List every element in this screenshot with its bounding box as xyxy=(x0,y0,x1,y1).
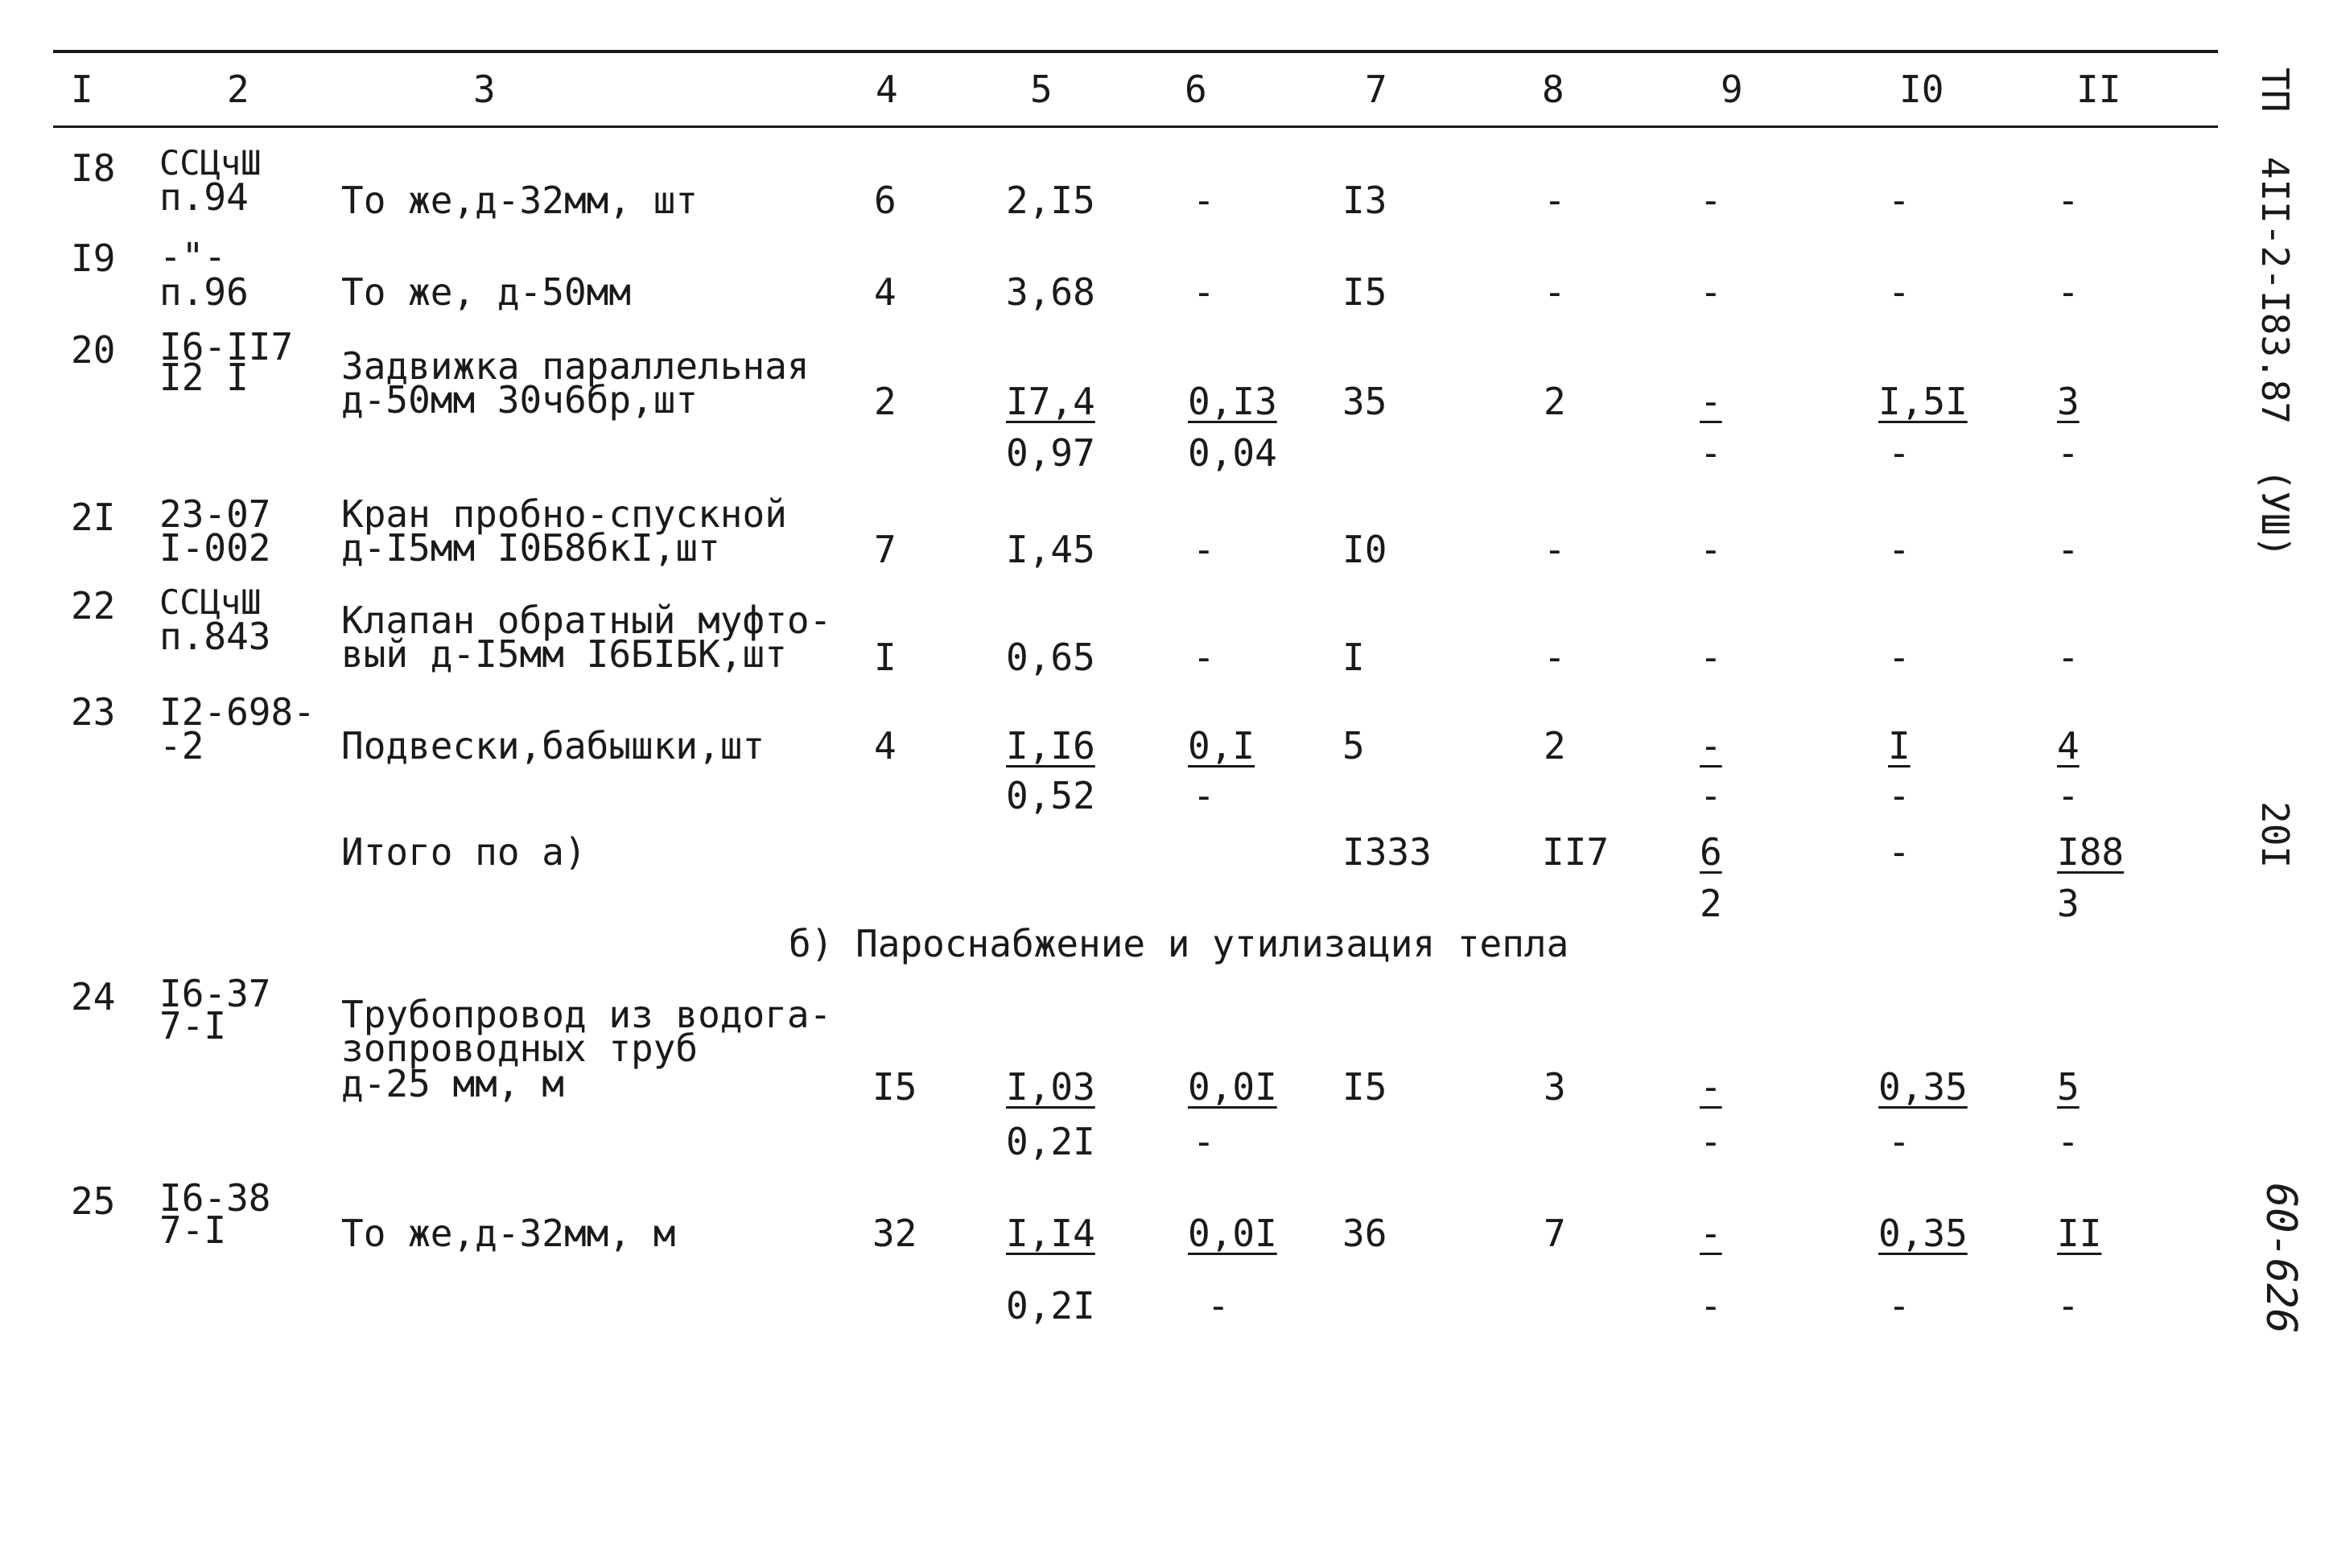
col9-value: - xyxy=(1700,1212,1722,1255)
rate-code-item: -2 xyxy=(159,724,204,768)
col9-value: - xyxy=(1700,270,1722,314)
item-name-line3: д-25 мм, м xyxy=(341,1062,564,1105)
col8-value: 2 xyxy=(1544,724,1566,768)
col5-value: 3,68 xyxy=(1006,270,1095,314)
quantity: I xyxy=(874,636,897,679)
col-header-2: 2 xyxy=(227,68,249,111)
col5-value: 2,I5 xyxy=(1006,179,1095,222)
total-col7: I333 xyxy=(1342,830,1432,874)
col9-sub-value: - xyxy=(1700,431,1722,475)
col7-value: I xyxy=(1342,636,1365,679)
col7-value: 35 xyxy=(1342,380,1387,423)
col10-value: - xyxy=(1888,270,1911,314)
rate-code: ССЦчШ xyxy=(159,143,262,183)
col8-value: - xyxy=(1544,528,1566,571)
col6-value: - xyxy=(1193,270,1215,314)
rate-code: I6-37 xyxy=(159,972,271,1015)
stamp-number: 60-626 xyxy=(2257,1183,2305,1334)
col11-value: - xyxy=(2057,270,2080,314)
col-header-8: 8 xyxy=(1542,68,1564,111)
col7-value: I5 xyxy=(1342,270,1387,314)
col11-value: 5 xyxy=(2057,1065,2080,1109)
item-name: Клапан обратный муфто- xyxy=(341,599,832,642)
col10-value: - xyxy=(1888,179,1911,222)
col9-value: - xyxy=(1700,724,1722,768)
document-code: ТП 4II-2-I83.87 (УШ) xyxy=(2253,68,2297,558)
col11-sub-value: - xyxy=(2057,1120,2080,1163)
col8-value: - xyxy=(1544,179,1566,222)
col9-sub-value: - xyxy=(1700,774,1722,817)
rate-code-item: 7-I xyxy=(159,1208,227,1252)
rate-code: ССЦчШ xyxy=(159,582,262,622)
col7-value: I0 xyxy=(1342,528,1387,571)
col-header-5: 5 xyxy=(1030,68,1053,111)
item-name: Задвижка параллельная xyxy=(341,344,810,388)
total-col8: II7 xyxy=(1542,830,1610,874)
col10-value: I xyxy=(1888,724,1911,768)
col5-sub-value: 0,2I xyxy=(1006,1284,1095,1327)
col5-sub-value: 0,52 xyxy=(1006,774,1095,817)
col10-value: - xyxy=(1888,528,1911,571)
col9-sub-value: - xyxy=(1700,1284,1722,1327)
item-name: Кран пробно-спускной xyxy=(341,492,787,536)
rate-code: I6-38 xyxy=(159,1176,271,1220)
item-name: Подвески,бабышки,шт xyxy=(341,724,765,768)
rate-code: I6-II7 xyxy=(159,325,294,368)
rate-code: I2-698- xyxy=(159,690,315,734)
col11-sub-value: - xyxy=(2057,1284,2080,1327)
col11-value: II xyxy=(2057,1212,2102,1255)
rate-code: 23-07 xyxy=(159,492,271,536)
row-number: 23 xyxy=(71,690,116,734)
col10-sub-value: - xyxy=(1888,431,1911,475)
row-number: I9 xyxy=(71,237,116,280)
col6-value: 0,I xyxy=(1188,724,1255,768)
col11-sub-value: - xyxy=(2057,431,2080,475)
col5-sub-value: 0,2I xyxy=(1006,1120,1095,1163)
col11-value: - xyxy=(2057,528,2080,571)
col-header-9: 9 xyxy=(1721,68,1743,111)
item-name: То же,д-32мм, шт xyxy=(341,179,699,222)
quantity: I5 xyxy=(872,1065,917,1109)
col6-sub-value: 0,04 xyxy=(1188,431,1277,475)
item-name: То же,д-32мм, м xyxy=(341,1212,676,1255)
rate-code-item: I-002 xyxy=(159,526,271,570)
col11-sub-value: - xyxy=(2057,774,2080,817)
col10-value: - xyxy=(1888,636,1911,679)
quantity: 32 xyxy=(872,1212,917,1255)
col9-value: - xyxy=(1700,528,1722,571)
col5-value: I,I6 xyxy=(1006,724,1095,768)
col10-sub-value: - xyxy=(1888,1284,1911,1327)
rate-code-item: п.96 xyxy=(159,270,249,314)
rate-code-item: I2 I xyxy=(159,356,249,399)
col10-value: 0,35 xyxy=(1878,1212,1968,1255)
total-col11: I88 xyxy=(2057,830,2125,874)
total-label: Итого по а) xyxy=(341,830,587,874)
total-col9: 6 xyxy=(1700,830,1722,874)
item-name-line2: зопроводных труб xyxy=(341,1027,699,1070)
col5-value: I,45 xyxy=(1006,528,1095,571)
col6-value: - xyxy=(1193,636,1215,679)
col-header-1: I xyxy=(71,68,93,111)
col6-value: 0,I3 xyxy=(1188,380,1277,423)
quantity: 4 xyxy=(874,270,897,314)
quantity: 7 xyxy=(874,528,897,571)
item-name: Трубопровод из водога- xyxy=(341,993,832,1036)
col6-sub-value: - xyxy=(1207,1284,1230,1327)
item-name-line2: д-I5мм I0Б8бкI,шт xyxy=(341,526,720,570)
item-name-line2: вый д-I5мм I6БIБК,шт xyxy=(341,632,787,676)
col7-value: I3 xyxy=(1342,179,1387,222)
item-name-line2: д-50мм 30ч6бр,шт xyxy=(341,378,699,422)
quantity: 2 xyxy=(874,380,897,423)
col6-value: - xyxy=(1193,179,1215,222)
quantity: 6 xyxy=(874,179,897,222)
col5-value: 0,65 xyxy=(1006,636,1095,679)
col6-value: 0,0I xyxy=(1188,1065,1277,1109)
col-header-11: II xyxy=(2076,68,2121,111)
col-header-3: 3 xyxy=(473,68,496,111)
col7-value: 36 xyxy=(1342,1212,1387,1255)
col5-value: I7,4 xyxy=(1006,380,1095,423)
col5-value: I,03 xyxy=(1006,1065,1095,1109)
table-top-rule xyxy=(53,50,2218,53)
rate-code-item: п.843 xyxy=(159,615,271,658)
col8-value: - xyxy=(1544,636,1566,679)
rate-code-item: 7-I xyxy=(159,1004,227,1047)
col8-value: 7 xyxy=(1544,1212,1566,1255)
col10-sub-value: - xyxy=(1888,774,1911,817)
col9-value: - xyxy=(1700,179,1722,222)
col11-value: 4 xyxy=(2057,724,2080,768)
col11-value: - xyxy=(2057,179,2080,222)
col11-value: - xyxy=(2057,636,2080,679)
col-header-6: 6 xyxy=(1185,68,1207,111)
col-header-7: 7 xyxy=(1365,68,1387,111)
row-number: 20 xyxy=(71,328,116,372)
col8-value: 2 xyxy=(1544,380,1566,423)
col6-value: - xyxy=(1193,528,1215,571)
col9-sub-value: - xyxy=(1700,1120,1722,1163)
col5-sub-value: 0,97 xyxy=(1006,431,1095,475)
col6-value: 0,0I xyxy=(1188,1212,1277,1255)
total-col11-sub: 3 xyxy=(2057,882,2080,925)
col7-value: I5 xyxy=(1342,1065,1387,1109)
col-header-10: I0 xyxy=(1899,68,1944,111)
col9-value: - xyxy=(1700,1065,1722,1109)
col7-value: 5 xyxy=(1342,724,1365,768)
row-number: 25 xyxy=(71,1179,116,1223)
page-number: 20I xyxy=(2253,801,2297,869)
header-bottom-rule xyxy=(53,126,2218,128)
section-heading: б) Пароснабжение и утилизация тепла xyxy=(789,922,1569,965)
col5-value: I,I4 xyxy=(1006,1212,1095,1255)
col-header-4: 4 xyxy=(876,68,898,111)
col6-sub-value: - xyxy=(1193,774,1215,817)
total-col9-sub: 2 xyxy=(1700,882,1722,925)
col9-value: - xyxy=(1700,380,1722,423)
rate-code-item: п.94 xyxy=(159,175,249,219)
col11-value: 3 xyxy=(2057,380,2080,423)
col8-value: 3 xyxy=(1544,1065,1566,1109)
row-number: 22 xyxy=(71,584,116,628)
quantity: 4 xyxy=(874,724,897,768)
row-number: I8 xyxy=(71,146,116,190)
total-col10: - xyxy=(1888,830,1911,874)
row-number: 2I xyxy=(71,496,116,539)
col10-value: I,5I xyxy=(1878,380,1968,423)
row-number: 24 xyxy=(71,975,116,1019)
item-name: То же, д-50мм xyxy=(341,270,632,314)
rate-code: -"- xyxy=(159,235,227,278)
col8-value: - xyxy=(1544,270,1566,314)
col10-value: 0,35 xyxy=(1878,1065,1968,1109)
col9-value: - xyxy=(1700,636,1722,679)
col10-sub-value: - xyxy=(1888,1120,1911,1163)
col6-sub-value: - xyxy=(1193,1120,1215,1163)
